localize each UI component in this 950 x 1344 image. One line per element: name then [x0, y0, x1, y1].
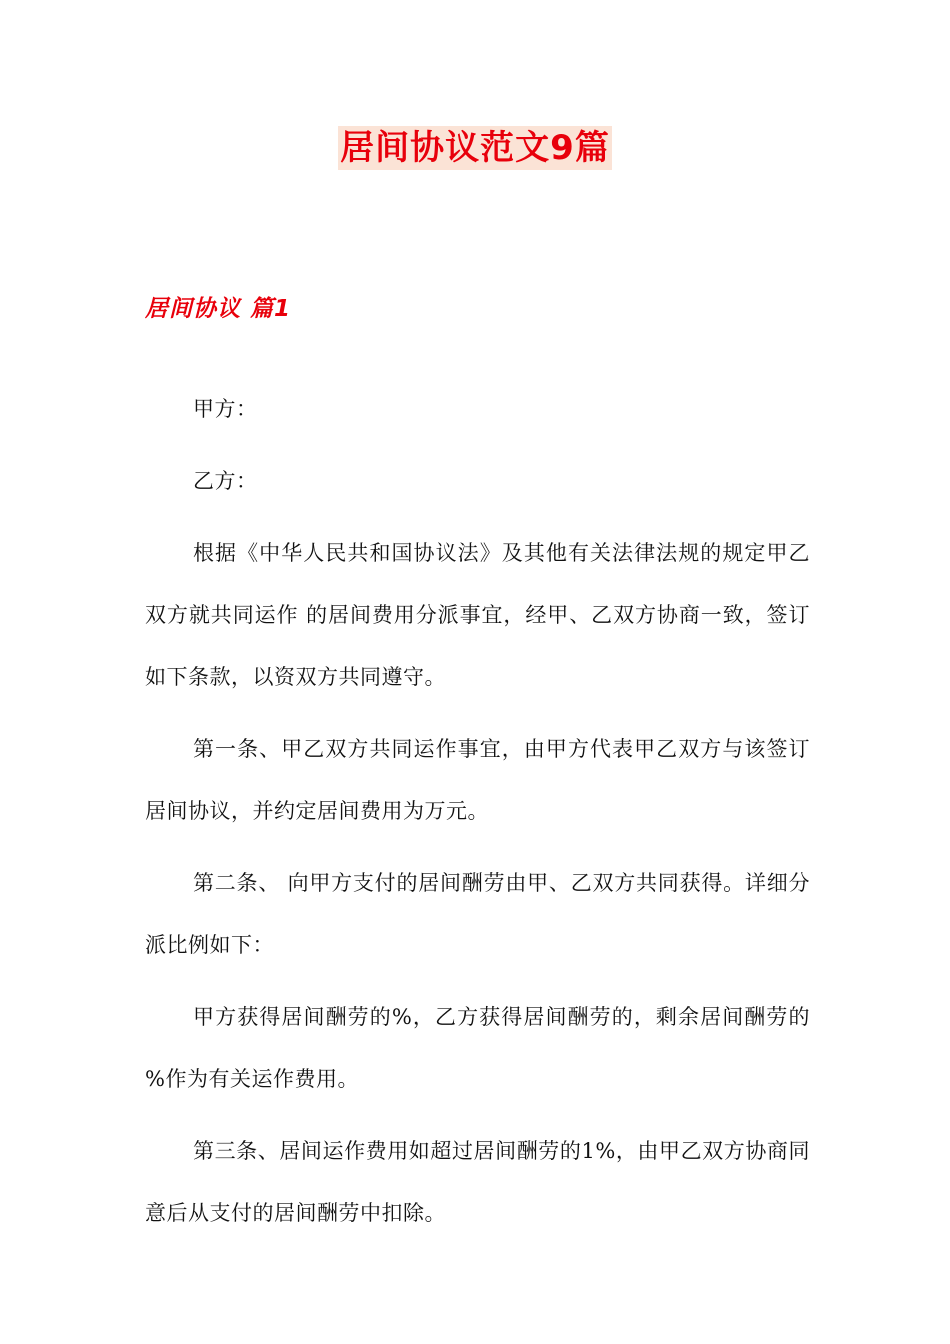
paragraph-party-b: 乙方：: [193, 469, 258, 493]
section-heading: 居间协议 篇1: [145, 296, 292, 322]
title-container: [0, 126, 950, 170]
paragraph-party-a: 甲方：: [193, 397, 258, 421]
paragraph-article-2: 第二条、 向甲方支付的居间酬劳由甲、乙双方共同获得。详细分派比例如下：: [145, 871, 810, 957]
paragraph-article-3: 第三条、居间运作费用如超过居间酬劳的1%，由甲乙双方协商同意后从支付的居间酬劳中扣除。: [145, 1139, 810, 1225]
document-title: 居间协议范文9篇: [340, 128, 610, 168]
document-body: [145, 378, 810, 1254]
paragraph-article-1: 第一条、甲乙双方共同运作事宜，由甲方代表甲乙双方与该签订居间协议，并约定居间费用为万元。: [145, 737, 810, 823]
paragraph-distribution: 甲方获得居间酬劳的%，乙方获得居间酬劳的，剩余居间酬劳的 %作为有关运作费用。: [145, 1005, 810, 1091]
paragraph-preamble: 根据《中华人民共和国协议法》及其他有关法律法规的规定甲乙双方就共同运作 的居间费用分派事宜，经甲、乙双方协商一致，签订如下条款，以资双方共同遵守。: [145, 541, 810, 689]
